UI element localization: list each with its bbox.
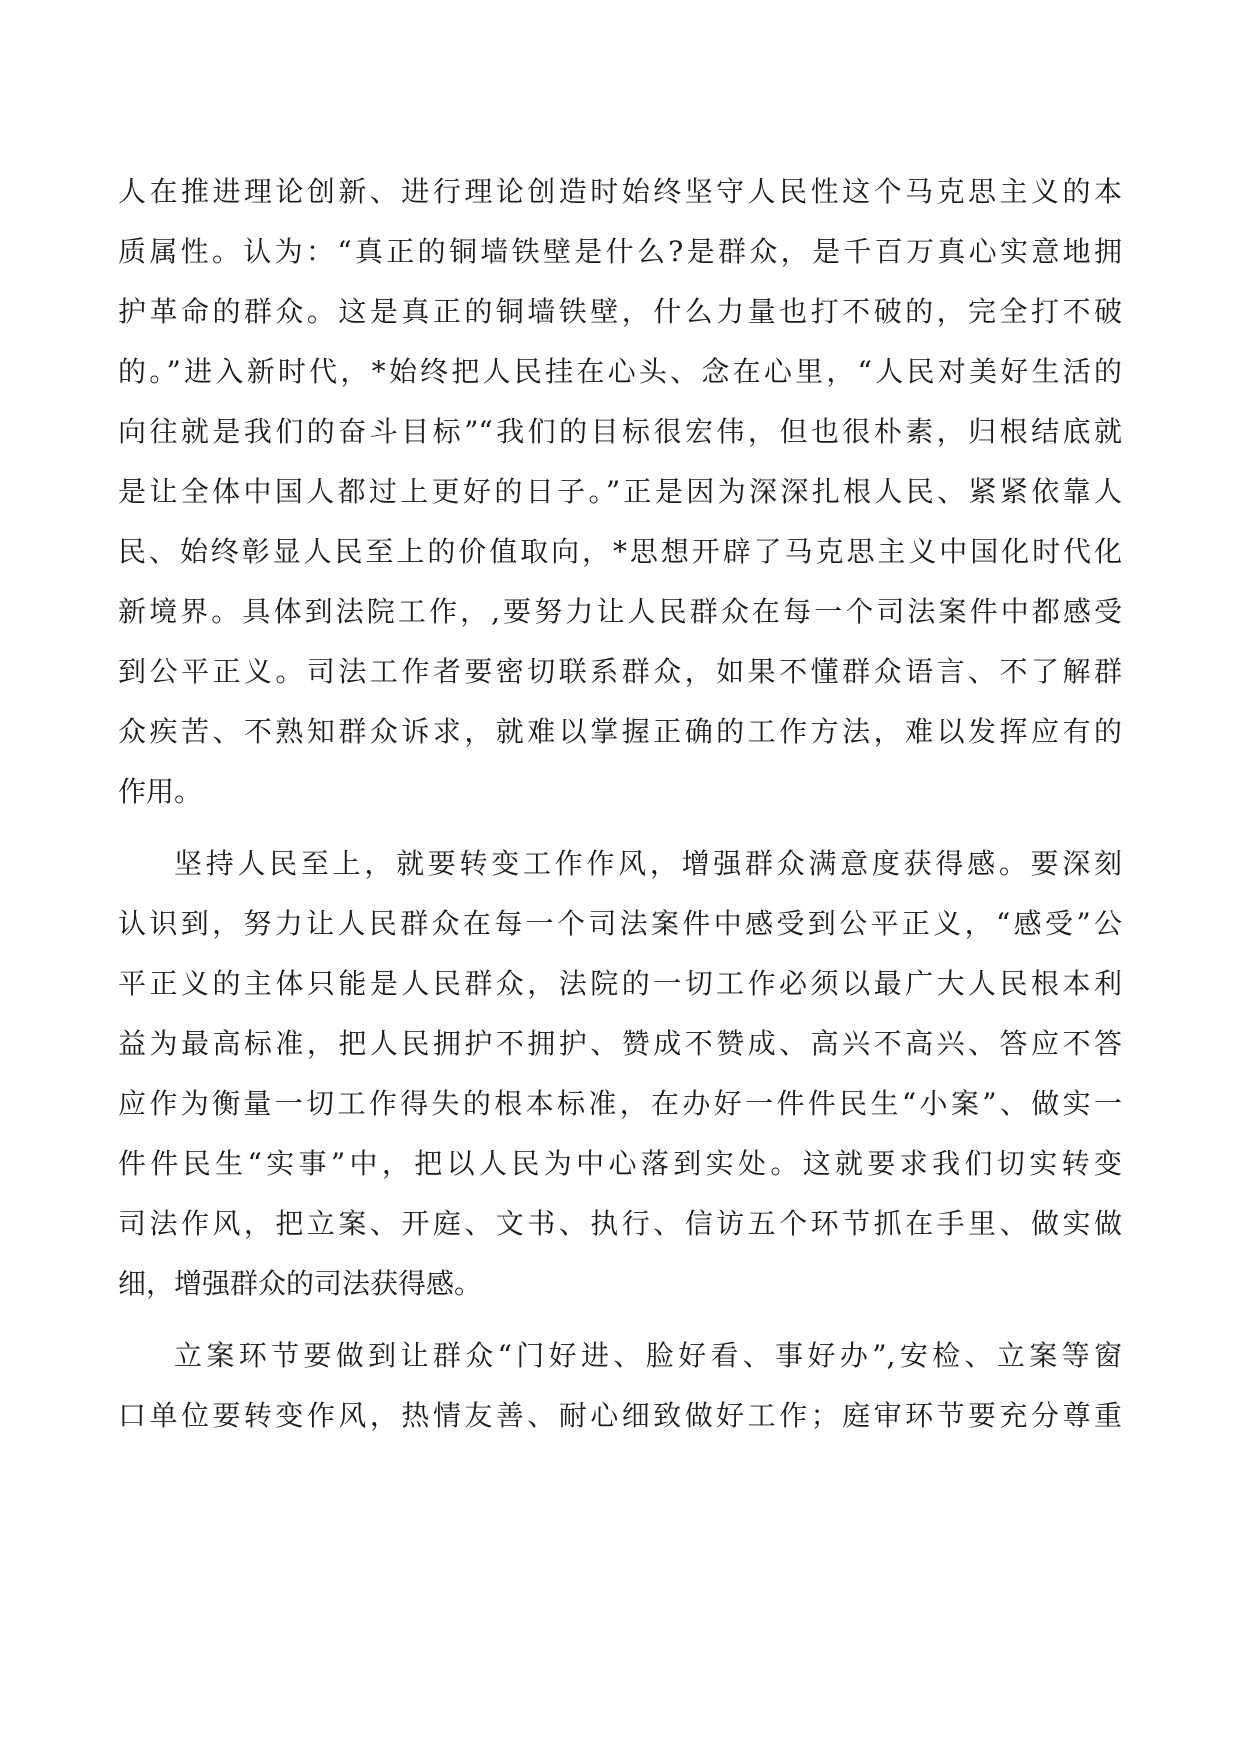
paragraph-3-line-1: 立案环节要做到让群众“门好进、脸好看、事好办”,安检、立案等窗 (174, 1339, 1122, 1372)
paragraph-3-line-2: 口单位要转变作风，热情友善、耐心细致做好工作；庭审环节要充分尊重 (118, 1399, 1122, 1432)
paragraph-2-line-8: 细，增强群众的司法获得感。 (118, 1267, 483, 1300)
paragraph-1-line-10: 众疾苦、不熟知群众诉求，就难以掌握正确的工作方法，难以发挥应有的 (118, 715, 1122, 748)
paragraph-2-line-5: 应作为衡量一切工作得失的根本标准，在办好一件件民生“小案”、做实一 (118, 1087, 1122, 1120)
paragraph-2-line-6: 件件民生“实事”中，把以人民为中心落到实处。这就要求我们切实转变 (118, 1147, 1122, 1180)
paragraph-1-line-6: 是让全体中国人都过上更好的日子。”正是因为深深扎根人民、紧紧依靠人 (118, 475, 1122, 508)
paragraph-2-line-4: 益为最高标准，把人民拥护不拥护、赞成不赞成、高兴不高兴、答应不答 (118, 1027, 1122, 1060)
paragraph-1-line-9: 到公平正义。司法工作者要密切联系群众，如果不懂群众语言、不了解群 (118, 655, 1122, 688)
paragraph-1-line-7: 民、始终彰显人民至上的价值取向，*思想开辟了马克思主义中国化时代化 (118, 535, 1122, 568)
paragraph-2-line-1: 坚持人民至上，就要转变工作作风，增强群众满意度获得感。要深刻 (174, 847, 1122, 880)
paragraph-1-line-8: 新境界。具体到法院工作，,要努力让人民群众在每一个司法案件中都感受 (118, 595, 1122, 628)
paragraph-1-line-11: 作用。 (118, 775, 203, 808)
paragraph-1-line-5: 向往就是我们的奋斗目标”“我们的目标很宏伟，但也很朴素，归根结底就 (118, 415, 1122, 448)
paragraph-2-line-7: 司法作风，把立案、开庭、文书、执行、信访五个环节抓在手里、做实做 (118, 1207, 1122, 1240)
paragraph-2-line-2: 认识到，努力让人民群众在每一个司法案件中感受到公平正义，“感受”公 (118, 907, 1122, 940)
paragraph-1-line-1: 人在推进理论创新、进行理论创造时始终坚守人民性这个马克思主义的本 (118, 175, 1122, 208)
paragraph-1-line-3: 护革命的群众。这是真正的铜墙铁壁，什么力量也打不破的，完全打不破 (118, 295, 1122, 328)
paragraph-1-line-4: 的。”进入新时代，*始终把人民挂在心头、念在心里，“人民对美好生活的 (118, 355, 1122, 388)
paragraph-2-line-3: 平正义的主体只能是人民群众，法院的一切工作必须以最广大人民根本利 (118, 967, 1122, 1000)
paragraph-1-line-2: 质属性。认为：“真正的铜墙铁壁是什么?是群众，是千百万真心实意地拥 (118, 235, 1122, 268)
